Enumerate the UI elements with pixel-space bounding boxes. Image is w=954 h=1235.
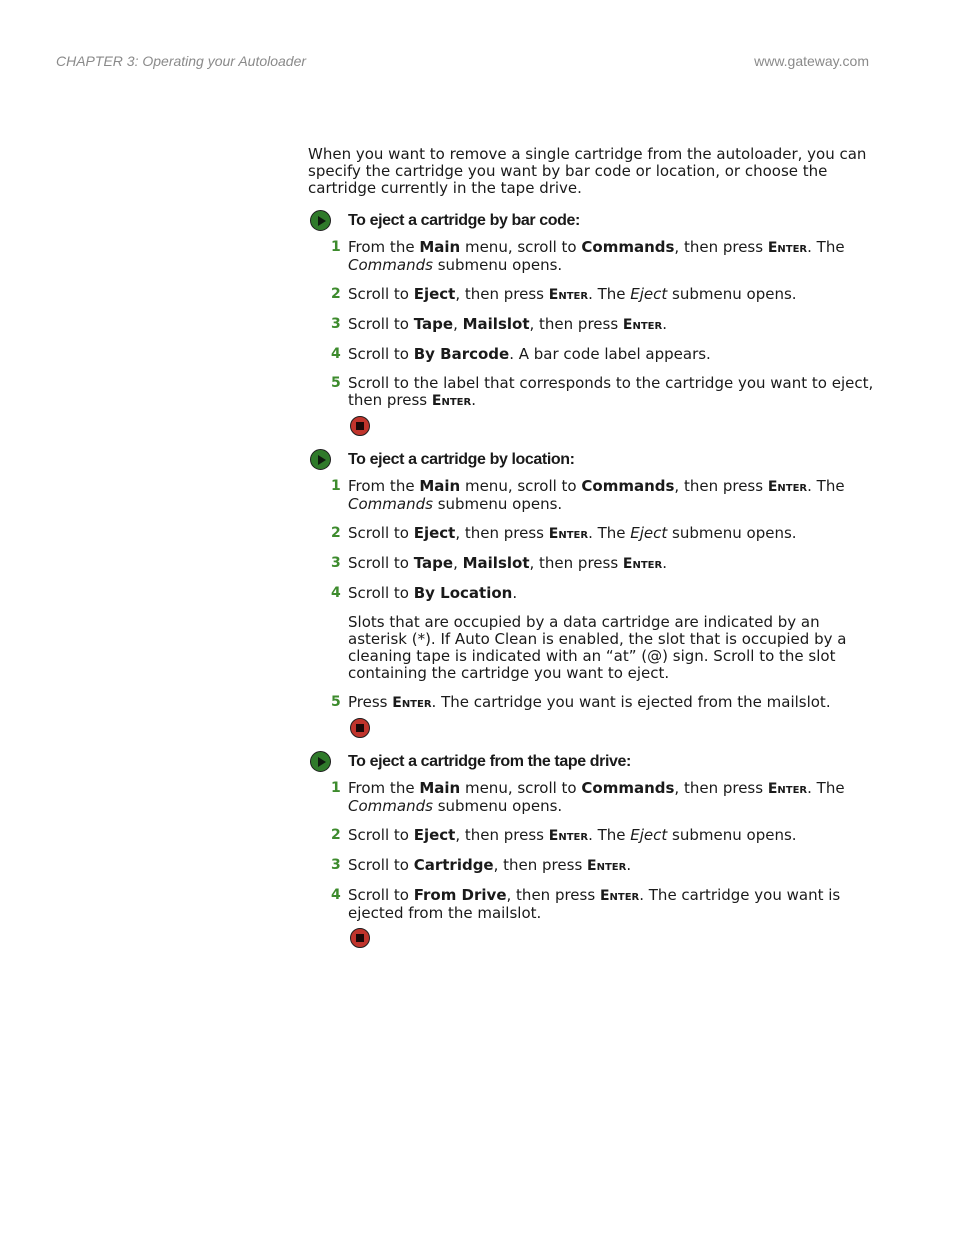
- procedure-title: To eject a cartridge by location:: [348, 451, 575, 468]
- menu-option: Mailslot: [462, 554, 530, 572]
- procedure-eject-by-barcode: [308, 211, 874, 436]
- step: 4 Scroll to From Drive, then press Enter. The cartridge you want is ejected from the mailslot.: [348, 887, 874, 948]
- key-name: Enter: [767, 240, 808, 256]
- menu-option: Mailslot: [462, 315, 530, 333]
- menu-option: Tape: [413, 554, 454, 572]
- menu-option: Eject: [413, 826, 456, 844]
- step: 3 Scroll to Tape, Mailslot, then press Enter.: [331, 315, 667, 333]
- stop-icon: [350, 718, 370, 738]
- step-list: [331, 779, 874, 948]
- step-number: 2: [331, 827, 341, 843]
- menu-option: By Barcode: [413, 345, 510, 363]
- menu-name: Main: [419, 779, 461, 797]
- procedure-title: To eject a cartridge from the tape drive:: [348, 753, 631, 770]
- step: 1 From the Main menu, scroll to Commands, then press Enter. The Commands submenu opens.: [331, 477, 845, 513]
- menu-option: Commands: [581, 238, 675, 256]
- menu-option: Commands: [581, 477, 675, 495]
- menu-option: Eject: [413, 524, 456, 542]
- menu-option: By Location: [413, 584, 513, 602]
- key-name: Enter: [548, 828, 589, 844]
- menu-option: Commands: [581, 779, 675, 797]
- step: 3 Scroll to Cartridge, then press Enter.: [331, 856, 632, 874]
- key-name: Enter: [587, 858, 627, 874]
- menu-option: Tape: [413, 315, 454, 333]
- procedure-title: To eject a cartridge by bar code:: [348, 212, 580, 229]
- key-name: Enter: [548, 526, 589, 542]
- step-number: 1: [331, 478, 341, 494]
- step: 3 Scroll to Tape, Mailslot, then press Enter.: [331, 554, 667, 572]
- intro-paragraph: When you want to remove a single cartridge from the autoloader, you can specify the cartridge you want by bar code or location, or choose the cartridge currently in the tape drive.: [308, 145, 867, 197]
- step-note: Slots that are occupied by a data cartridge are indicated by an asterisk (*). If Auto Clean is enabled, the slot that is occupied by a cleaning tape is indicated with an “at” (@) sign. Scroll to the slot containing the cartridge you want to eject.: [348, 613, 847, 682]
- step-number: 5: [331, 375, 341, 391]
- step-number: 2: [331, 286, 341, 302]
- step-number: 4: [331, 887, 341, 903]
- procedure-eject-by-location: [308, 450, 874, 738]
- key-name: Enter: [767, 781, 808, 797]
- menu-name: Main: [419, 238, 461, 256]
- menu-option: Cartridge: [413, 856, 494, 874]
- stop-icon: [350, 928, 370, 948]
- play-arrow-icon: [310, 751, 331, 772]
- menu-option: Eject: [413, 285, 456, 303]
- step-list: [331, 477, 874, 738]
- step: 2 Scroll to Eject, then press Enter. The Eject submenu opens.: [331, 524, 797, 542]
- step: 1 From the Main menu, scroll to Commands, then press Enter. The Commands submenu opens.: [331, 779, 845, 815]
- key-name: Enter: [599, 888, 640, 904]
- step-list: [331, 238, 874, 436]
- running-header-url: www.gateway.com: [754, 53, 869, 69]
- step-number: 4: [331, 346, 341, 362]
- step-number: 3: [331, 857, 341, 873]
- key-name: Enter: [548, 287, 589, 303]
- key-name: Enter: [431, 393, 472, 409]
- running-header-chapter: CHAPTER 3: Operating your Autoloader: [56, 53, 307, 69]
- step-number: 1: [331, 780, 341, 796]
- step: 4 Scroll to By Location. Slots that are occupied by a data cartridge are indicated by an asterisk (*). If Auto Clean is enabled, the slot that is occupied by a cleaning tape is indicated with an “at” (@) sign. Scroll to the slot containing the cartridge you want to eject.: [348, 585, 874, 682]
- step-number: 2: [331, 525, 341, 541]
- page-content: [308, 146, 874, 962]
- key-name: Enter: [622, 556, 663, 572]
- key-name: Enter: [392, 695, 432, 711]
- step: 4 Scroll to By Barcode. A bar code label appears.: [331, 345, 711, 363]
- step: 1 From the Main menu, scroll to Commands, then press Enter. The Commands submenu opens.: [331, 238, 845, 274]
- step-number: 4: [331, 585, 341, 601]
- step: 5 Press Enter. The cartridge you want is ejected from the mailslot.: [348, 694, 874, 738]
- step: 5 Scroll to the label that corresponds to the cartridge you want to eject, then press Enter.: [348, 375, 874, 436]
- play-arrow-icon: [310, 210, 331, 231]
- menu-name: Main: [419, 477, 461, 495]
- step-number: 5: [331, 694, 341, 710]
- key-name: Enter: [622, 317, 663, 333]
- step: 2 Scroll to Eject, then press Enter. The Eject submenu opens.: [331, 826, 797, 844]
- key-name: Enter: [767, 479, 808, 495]
- stop-icon: [350, 416, 370, 436]
- step-number: 1: [331, 239, 341, 255]
- step: 2 Scroll to Eject, then press Enter. The Eject submenu opens.: [331, 285, 797, 303]
- play-arrow-icon: [310, 449, 331, 470]
- step-number: 3: [331, 555, 341, 571]
- menu-option: From Drive: [413, 886, 507, 904]
- procedure-eject-from-drive: [308, 752, 874, 948]
- step-number: 3: [331, 316, 341, 332]
